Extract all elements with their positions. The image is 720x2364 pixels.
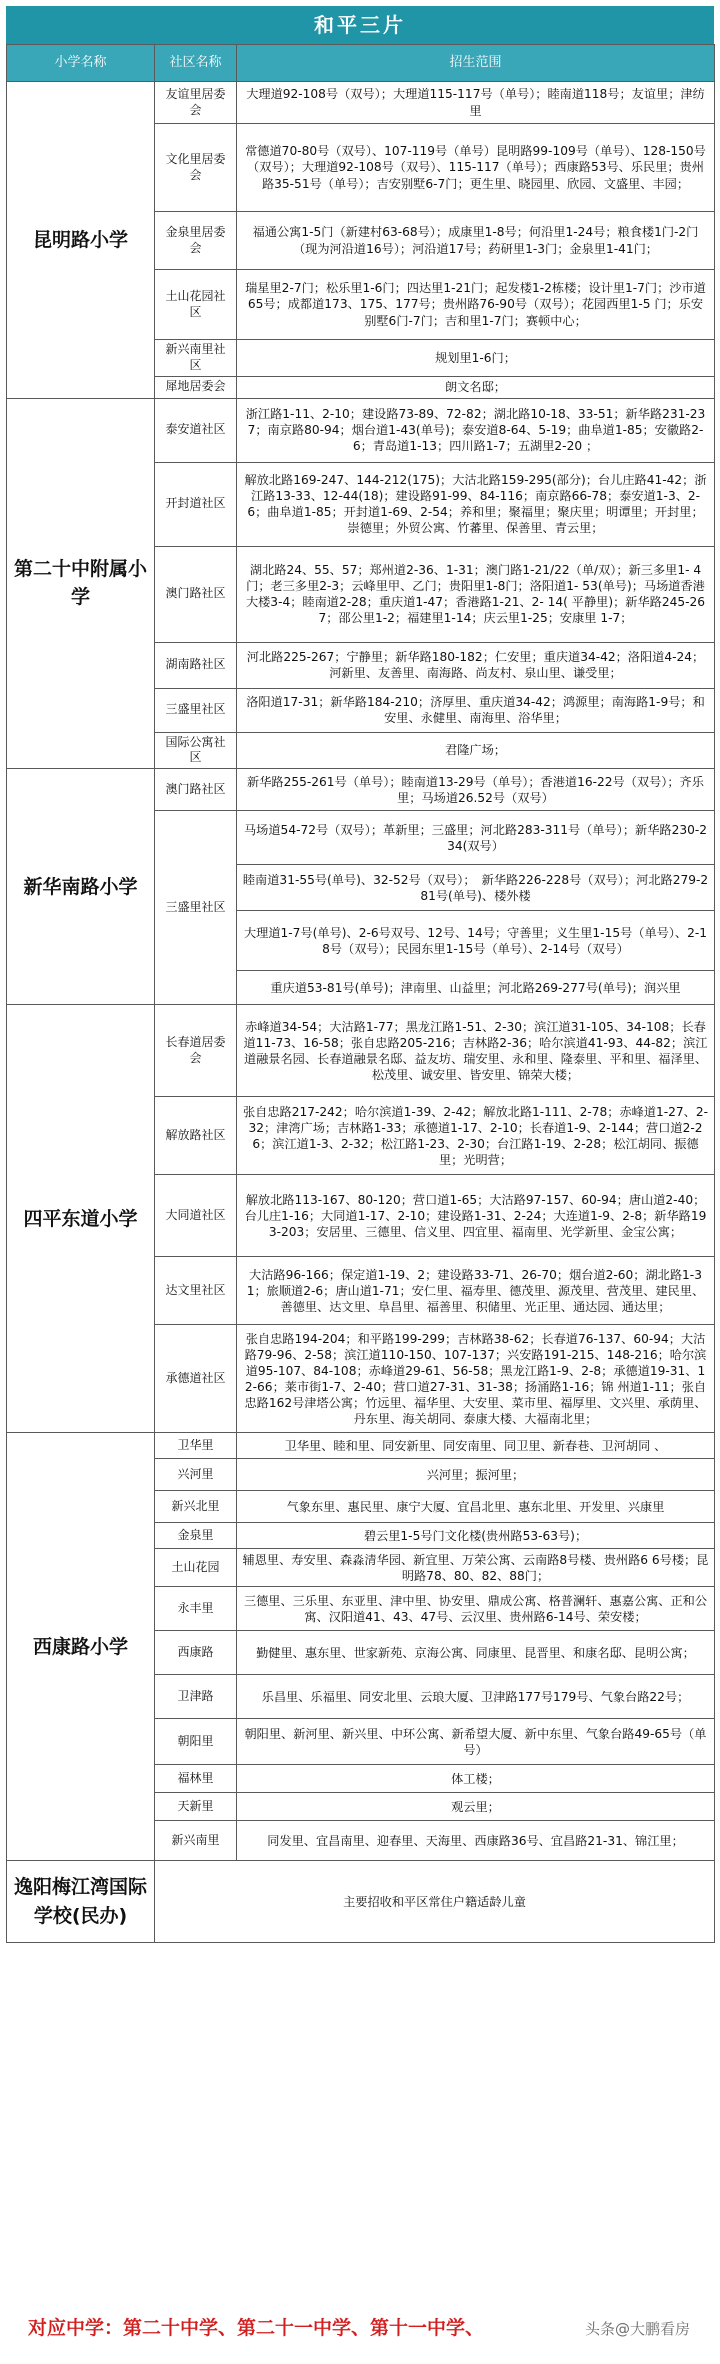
community-name: 友谊里居委会: [155, 82, 237, 124]
footer-text: 对应中学：第二十中学、第二十一中学、第十一中学、: [28, 2317, 485, 2339]
admission-range: 三德里、三乐里、东亚里、津中里、协安里、鼎成公寓、格普澜轩、惠嘉公寓、正和公寓、汉阳道41、43、47号、云汉里、贵州路6-14号、荣安楼；: [237, 1587, 715, 1631]
community-name: 卫华里: [155, 1433, 237, 1459]
admission-range: 张自忠路217-242；哈尔滨道1-39、2-42；解放北路1-111、2-78；赤峰道1-27、2-32；津湾广场；吉林路1-33；承德道1-17、2-10；长春道1-9、2-144；营口道2-26；滨江道1-3、2-32；松江路1-23、2-30；台江路1-19、2-28；松江胡同、振德里；光明营；: [237, 1097, 715, 1175]
admission-range: 勤健里、惠东里、世家新苑、京海公寓、同康里、昆晋里、和康名邸、昆明公寓；: [237, 1631, 715, 1675]
community-name: 朝阳里: [155, 1719, 237, 1765]
admission-range: 辅恩里、寿安里、森淼清华园、新宜里、万荣公寓、云南路8号楼、贵州路6 6号楼；昆明路78、80、82、88门；: [237, 1549, 715, 1587]
admission-range: 新华路255-261号（单号）；睦南道13-29号（单号）；香港道16-22号（双号）；齐乐里；马场道26.52号（双号）: [237, 769, 715, 811]
district-title: 和平三片: [6, 6, 714, 44]
admission-range: 常德道70-80号（双号）、107-119号（单号）昆明路99-109号（单号）、128-150号（双号）；大理道92-108号（双号）、115-117（单号）；西康路53号、乐民里；贵州路35-51号（单号）；吉安别墅6-7门；更生里、晓园里、欣园、文盛里、丰园；: [237, 124, 715, 212]
admission-range: 湖北路24、55、57；郑州道2-36、1-31；澳门路1-21/22（单/双）；新三多里1- 4门；老三多里2-3；云峰里甲、乙门；贵阳里1-8门；洛阳道1- 53(单号)；马场道香港大楼3-4；睦南道2-28；重庆道1-47；香港路1-21、2- 14( 平静里)；新华路245-267；邵公里1-2；福建里1-14；庆云里1-25；安康里 1-7；: [237, 546, 715, 642]
admission-range: 君隆广场；: [237, 732, 715, 769]
admission-note: 主要招收和平区常住户籍适龄儿童: [155, 1861, 715, 1943]
admission-range: 洛阳道17-31；新华路184-210；济厚里、重庆道34-42；鸿源里；南海路1-9号；和安里、永健里、南海里、浴华里；: [237, 688, 715, 732]
school-name: 四平东道小学: [7, 1005, 155, 1433]
table-row: [7, 1861, 715, 1943]
school-name: 第二十中附属小学: [7, 398, 155, 769]
header-range: 招生范围: [237, 45, 715, 82]
community-name: 湖南路社区: [155, 642, 237, 688]
community-name: 卫津路: [155, 1675, 237, 1719]
admission-range: 同发里、宜昌南里、迎春里、天海里、西康路36号、宜昌路21-31、锦江里；: [237, 1821, 715, 1861]
community-name: 国际公寓社区: [155, 732, 237, 769]
community-name: 达文里社区: [155, 1257, 237, 1325]
community-name: 长春道居委会: [155, 1005, 237, 1097]
community-name: 金泉里居委会: [155, 212, 237, 270]
school-name: 昆明路小学: [7, 82, 155, 399]
community-name: 金泉里: [155, 1523, 237, 1549]
community-name: 永丰里: [155, 1587, 237, 1631]
school-name: 西康路小学: [7, 1433, 155, 1861]
community-name: 土山花园社区: [155, 270, 237, 340]
table-body: [7, 82, 715, 1943]
admission-range: 大理道1-7号(单号)、2-6号双号、12号、14号；守善里；义生里1-15号（单号）、2-18号（双号）；民园东里1-15号（单号）、2-14号（双号）: [237, 911, 715, 971]
admission-range: 瑞星里2-7门；松乐里1-6门；四达里1-21门；起发楼1-2栋楼；设计里1-7门；沙市道65号；成都道173、175、177号；贵州路76-90号（双号）；花园西里1-5 门；乐安别墅6门-7门；吉和里1-7门；赛顿中心；: [237, 270, 715, 340]
table-row: [7, 1005, 715, 1097]
admission-range: 观云里；: [237, 1793, 715, 1821]
table-row: [7, 769, 715, 811]
admission-range: 赤峰道34-54；大沽路1-77；黑龙江路1-51、2-30；滨江道31-105、34-108；长春道11-73、16-58；张自忠路205-216；吉林路2-36；哈尔滨道41-93、44-82；滨江道融景名园、长春道融景名邸、益友坊、瑞安里、永和里、隆泰里、平和里、福泽里、松茂里、诚安里、皆安里、锦荣大楼；: [237, 1005, 715, 1097]
watermark: 头条@大鹏看房: [581, 2318, 694, 2339]
community-name: 天新里: [155, 1793, 237, 1821]
community-name: 大同道社区: [155, 1175, 237, 1257]
admission-range: 朗文名邸；: [237, 376, 715, 398]
community-name: 新兴南里社区: [155, 340, 237, 377]
school-name: 逸阳梅江湾国际学校(民办): [7, 1861, 155, 1943]
admission-range: 朝阳里、新河里、新兴里、中环公寓、新希望大厦、新中东里、气象台路49-65号（单号）: [237, 1719, 715, 1765]
community-name: 开封道社区: [155, 462, 237, 546]
community-name: 承德道社区: [155, 1325, 237, 1433]
admission-range: 大沽路96-166；保定道1-19、2；建设路33-71、26-70；烟台道2-60；湖北路1-31；旅顺道2-6；唐山道1-71；安仁里、福寿里、德茂里、源茂里、营茂里、建民里、善德里、达文里、阜昌里、福善里、积储里、光正里、通达园、通达里；: [237, 1257, 715, 1325]
community-name: 澳门路社区: [155, 546, 237, 642]
admission-range: 解放北路169-247、144-212(175)；大沽北路159-295(部分)；台儿庄路41-42；浙江路13-33、12-44(18)；建设路91-99、84-116；南京路66-78；泰安道1-3、2-6；曲阜道1-85；开封道1-69、2-54；养和里；聚福里；聚庆里；明谭里；开封里；崇德里；外贸公寓、竹蕃里、保善里、青云里；: [237, 462, 715, 546]
admission-range: 浙江路1-11、2-10；建设路73-89、72-82；湖北路10-18、33-51；新华路231-237；南京路80-94；烟台道1-43(单号)；泰安道8-64、5-19；曲阜道1-85；安徽路2-6；青岛道1-13；四川路1-7；五湖里2-20 ；: [237, 398, 715, 462]
community-name: 福林里: [155, 1765, 237, 1793]
table-row: [7, 82, 715, 124]
community-name: 泰安道社区: [155, 398, 237, 462]
admission-range: 马场道54-72号（双号）；革新里；三盛里；河北路283-311号（单号）；新华路230-234(双号）: [237, 811, 715, 865]
community-name: 西康路: [155, 1631, 237, 1675]
community-name: 土山花园: [155, 1549, 237, 1587]
community-name: 三盛里社区: [155, 811, 237, 1005]
community-name: 犀地居委会: [155, 376, 237, 398]
admission-range: 兴河里；振河里；: [237, 1459, 715, 1491]
header-school: 小学名称: [7, 45, 155, 82]
admission-range: 福通公寓1-5门（新建村63-68号）；成康里1-8号；何沿里1-24号；粮食楼1门-2门（现为河沿道16号）；河沿道17号；药研里1-3门；金泉里1-41门；: [237, 212, 715, 270]
table-row: [7, 1433, 715, 1459]
admission-range: 睦南道31-55号(单号)、32-52号（双号）； 新华路226-228号（双号）；河北路279-281号(单号)、楼外楼: [237, 865, 715, 911]
community-name: 解放路社区: [155, 1097, 237, 1175]
admission-range: 张自忠路194-204；和平路199-299；吉林路38-62；长春道76-137、60-94；大沽路79-96、2-58；滨江道110-150、107-137；兴安路191-215、148-216；哈尔滨道95-107、84-108；赤峰道29-61、56-58；黑龙江路1-9、2-8；承德道19-31、12-66；莱市街1-7、2-40；营口道27-31、31-38；扬涌路1-16；锦 州道1-11；张自忠路162号津塔公寓；竹远里、福华里、大安里、菜市里、福厚里、文兴里、承荫里、丹东里、海关胡同、泰康大楼、大福南北里；: [237, 1325, 715, 1433]
community-name: 新兴南里: [155, 1821, 237, 1861]
admission-table: [6, 44, 715, 1943]
admission-range: 卫华里、睦和里、同安新里、同安南里、同卫里、新春巷、卫河胡同 、: [237, 1433, 715, 1459]
admission-range: 乐昌里、乐福里、同安北里、云琅大厦、卫津路177号179号、气象台路22号；: [237, 1675, 715, 1719]
admission-range: 碧云里1-5号门文化楼(贵州路53-63号)；: [237, 1523, 715, 1549]
admission-range: 大理道92-108号（双号）；大理道115-117号（单号）；睦南道118号；友谊里；津纺里: [237, 82, 715, 124]
admission-range: 体工楼；: [237, 1765, 715, 1793]
header-community: 社区名称: [155, 45, 237, 82]
community-name: 三盛里社区: [155, 688, 237, 732]
community-name: 文化里居委会: [155, 124, 237, 212]
admission-range: 规划里1-6门；: [237, 340, 715, 377]
admission-range: 河北路225-267；宁静里；新华路180-182；仁安里；重庆道34-42；洛阳道4-24；河新里、友善里、南海路、尚友村、泉山里、谦受里；: [237, 642, 715, 688]
table-row: [7, 398, 715, 462]
community-name: 澳门路社区: [155, 769, 237, 811]
school-name: 新华南路小学: [7, 769, 155, 1005]
community-name: 新兴北里: [155, 1491, 237, 1523]
table-header-row: [7, 45, 715, 82]
admission-range: 解放北路113-167、80-120；营口道1-65；大沽路97-157、60-94；唐山道2-40；台儿庄1-16；大同道1-17、2-10；建设路1-31、2-24；大连道1-9、2-8；新华路193-203；安居里、三德里、信义里、四宜里、福南里、光学新里、金宝公寓；: [237, 1175, 715, 1257]
admission-range: 气象东里、惠民里、康宁大厦、宜昌北里、惠东北里、开发里、兴康里: [237, 1491, 715, 1523]
admission-range: 重庆道53-81号(单号)；津南里、山益里；河北路269-277号(单号)；润兴里: [237, 971, 715, 1005]
community-name: 兴河里: [155, 1459, 237, 1491]
